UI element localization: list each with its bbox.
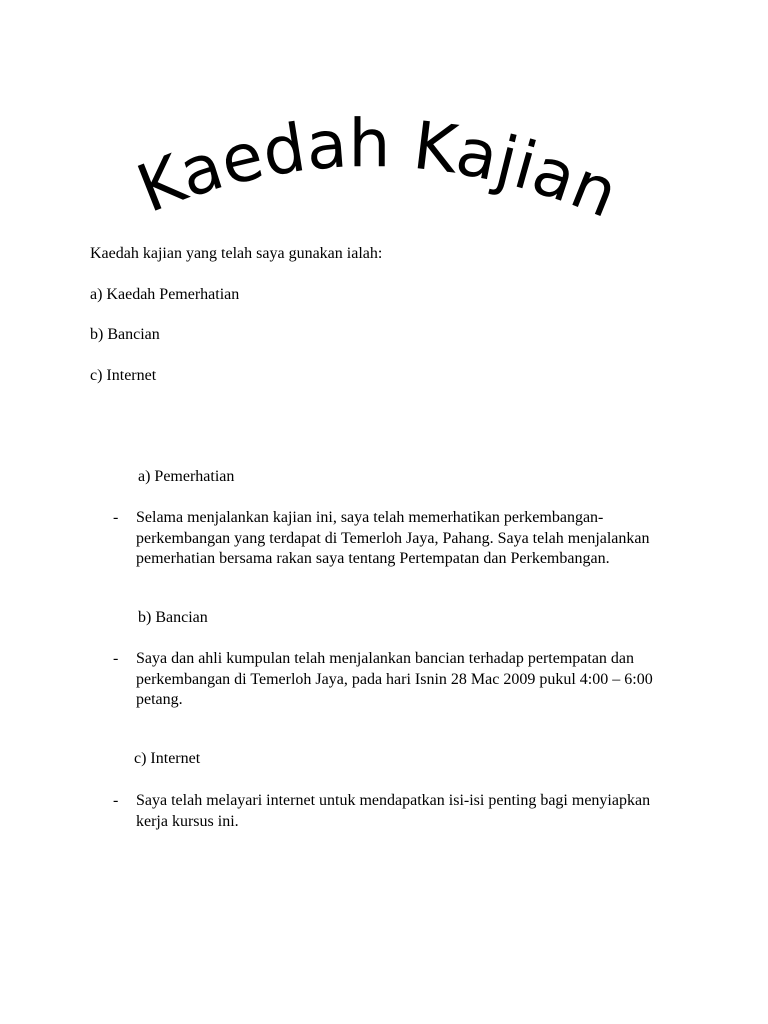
body-line: Saya dan ahli kumpulan telah menjalankan bancian terhadap pertempatan dan (136, 650, 635, 667)
body-line: kerja kursus ini. (136, 812, 239, 830)
method-item-survey: b) Bancian (90, 326, 160, 343)
section-body-observation (136, 508, 716, 570)
section-body-internet (136, 791, 716, 832)
bullet-dash: - (113, 509, 119, 526)
body-line: perkembangan di Temerloh Jaya, pada hari Isnin 28 Mac 2009 pukul 4:00 – 6:00 (136, 670, 653, 688)
body-line: Selama menjalankan kajian ini, saya telah memerhatikan perkembangan- (136, 509, 604, 526)
bullet-dash: - (113, 792, 119, 809)
wordart-title (0, 0, 768, 270)
section-heading-observation: a) Pemerhatian (138, 468, 235, 485)
intro-text: Kaedah kajian yang telah saya gunakan ialah: (90, 245, 383, 262)
title-text: Kaedah Kajian (127, 105, 629, 234)
body-line: pemerhatian bersama rakan saya tentang Pertempatan dan Perkembangan. (136, 550, 610, 567)
body-line: perkembangan yang terdapat di Temerloh Jaya, Pahang. Saya telah menjalankan (136, 529, 650, 547)
body-line: Saya telah melayari internet untuk mendapatkan isi-isi penting bagi menyiapkan (136, 792, 651, 809)
method-item-internet: c) Internet (90, 367, 157, 384)
section-heading-survey: b) Bancian (138, 609, 208, 626)
body-line: petang. (136, 691, 183, 708)
bullet-dash: - (113, 650, 119, 667)
method-item-observation: a) Kaedah Pemerhatian (90, 286, 240, 303)
section-heading-internet: c) Internet (134, 750, 201, 767)
section-body-survey (136, 649, 716, 711)
